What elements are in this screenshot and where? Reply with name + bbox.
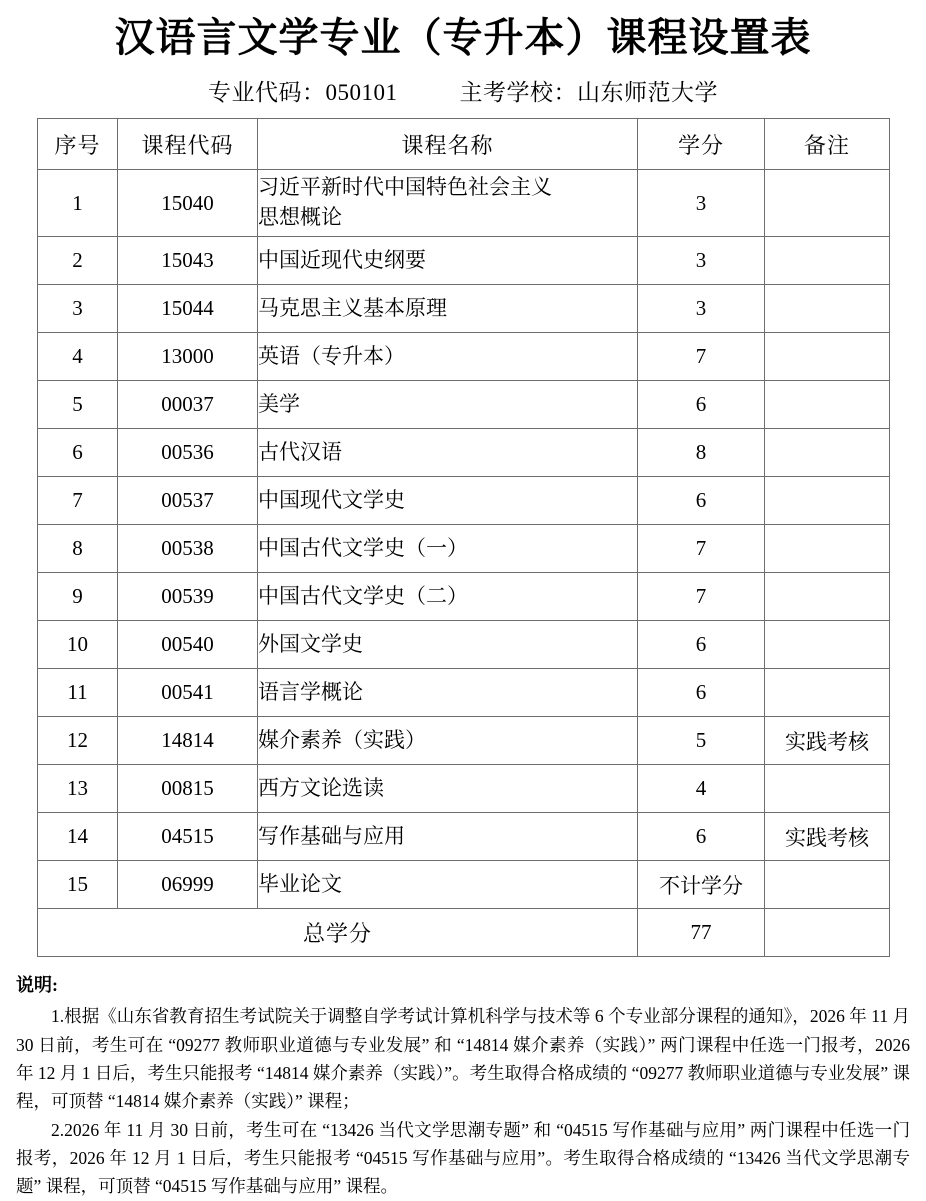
table-row bbox=[38, 429, 890, 477]
table-row bbox=[38, 285, 890, 333]
table-total-row bbox=[38, 909, 890, 957]
cell-code: 00540 bbox=[118, 621, 258, 669]
cell-name: 中国现代文学史 bbox=[258, 477, 638, 525]
host-school-label: 主考学校：山东师范大学 bbox=[459, 80, 718, 105]
table-row bbox=[38, 813, 890, 861]
table-row bbox=[38, 525, 890, 573]
cell-code: 00815 bbox=[118, 765, 258, 813]
table-row bbox=[38, 573, 890, 621]
cell-credit: 6 bbox=[638, 669, 765, 717]
cell-credit: 7 bbox=[638, 333, 765, 381]
cell-code: 04515 bbox=[118, 813, 258, 861]
cell-note bbox=[765, 237, 890, 285]
cell-credit: 3 bbox=[638, 170, 765, 237]
cell-code: 06999 bbox=[118, 861, 258, 909]
table-row bbox=[38, 381, 890, 429]
cell-credit: 7 bbox=[638, 525, 765, 573]
cell-no: 13 bbox=[38, 765, 118, 813]
cell-credit: 6 bbox=[638, 477, 765, 525]
table-header-row bbox=[38, 119, 890, 170]
cell-credit: 3 bbox=[638, 285, 765, 333]
cell-credit: 5 bbox=[638, 717, 765, 765]
total-credits-note bbox=[765, 909, 890, 957]
cell-name: 英语（专升本） bbox=[258, 333, 638, 381]
cell-code: 00541 bbox=[118, 669, 258, 717]
cell-code: 15040 bbox=[118, 170, 258, 237]
cell-name: 西方文论选读 bbox=[258, 765, 638, 813]
note-item-2: 2.2026 年 11 月 30 日前，考生可在 “13426 当代文学思潮专题” 和 “04515 写作基础与应用” 两门课程中任选一门报考，2026 年 12 月 1 日后，考生只能报考 “04515 写作基础与应用”。考生取得合格成绩的 “13426 当代文学思潮专题” 课程，可顶替 “04515 写作基础与应用” 课程。 bbox=[16, 1119, 910, 1197]
notes-section bbox=[16, 971, 910, 1201]
cell-no: 3 bbox=[38, 285, 118, 333]
cell-no: 7 bbox=[38, 477, 118, 525]
cell-code: 15043 bbox=[118, 237, 258, 285]
cell-name: 毕业论文 bbox=[258, 861, 638, 909]
cell-code: 14814 bbox=[118, 717, 258, 765]
page-title: 汉语言文学专业（专升本）课程设置表 bbox=[114, 15, 812, 60]
cell-code: 00539 bbox=[118, 573, 258, 621]
cell-no: 5 bbox=[38, 381, 118, 429]
cell-note bbox=[765, 573, 890, 621]
course-table-wrapper bbox=[37, 118, 889, 957]
cell-name: 中国古代文学史（二） bbox=[258, 573, 638, 621]
cell-no: 4 bbox=[38, 333, 118, 381]
cell-no: 8 bbox=[38, 525, 118, 573]
cell-code: 00037 bbox=[118, 381, 258, 429]
cell-name: 中国古代文学史（一） bbox=[258, 525, 638, 573]
cell-note bbox=[765, 669, 890, 717]
cell-name-line2: 思想概论 bbox=[258, 205, 342, 229]
column-header-code: 课程代码 bbox=[118, 119, 258, 170]
cell-no: 15 bbox=[38, 861, 118, 909]
cell-name bbox=[258, 170, 638, 237]
cell-credit: 4 bbox=[638, 765, 765, 813]
table-row bbox=[38, 669, 890, 717]
major-code-label: 专业代码：050101 bbox=[208, 80, 398, 105]
cell-note bbox=[765, 621, 890, 669]
cell-credit: 3 bbox=[638, 237, 765, 285]
cell-name: 写作基础与应用 bbox=[258, 813, 638, 861]
document-subtitle bbox=[0, 74, 926, 107]
cell-name: 中国近现代史纲要 bbox=[258, 237, 638, 285]
cell-name: 媒介素养（实践） bbox=[258, 717, 638, 765]
course-table bbox=[37, 118, 890, 957]
cell-credit: 不计学分 bbox=[638, 861, 765, 909]
table-row bbox=[38, 170, 890, 237]
cell-no: 10 bbox=[38, 621, 118, 669]
cell-no: 9 bbox=[38, 573, 118, 621]
cell-note bbox=[765, 861, 890, 909]
cell-name: 马克思主义基本原理 bbox=[258, 285, 638, 333]
cell-name: 古代汉语 bbox=[258, 429, 638, 477]
column-header-no: 序号 bbox=[38, 119, 118, 170]
cell-name-line1: 习近平新时代中国特色社会主义 bbox=[258, 175, 552, 200]
total-credits-label: 总学分 bbox=[38, 909, 638, 957]
cell-note: 实践考核 bbox=[765, 813, 890, 861]
note-item-1: 1.根据《山东省教育招生考试院关于调整自学考试计算机科学与技术等 6 个专业部分课程的通知》，2026 年 11 月 30 日前，考生可在 “09277 教师职业道德与专业发展” 和 “14814 媒介素养（实践）” 两门课程中任选一门报考，2026 年 12 月 1 日后，考生只能报考 “14814 媒介素养（实践）”。考生取得合格成绩的 “09277 教师职业道德与专业发展” 课程，可顶替 “14814 媒介素养（实践）” 课程； bbox=[16, 1006, 910, 1112]
cell-code: 00537 bbox=[118, 477, 258, 525]
cell-note bbox=[765, 170, 890, 237]
cell-note bbox=[765, 765, 890, 813]
cell-credit: 6 bbox=[638, 813, 765, 861]
cell-note bbox=[765, 333, 890, 381]
cell-name: 外国文学史 bbox=[258, 621, 638, 669]
cell-no: 11 bbox=[38, 669, 118, 717]
cell-name: 美学 bbox=[258, 381, 638, 429]
cell-credit: 7 bbox=[638, 573, 765, 621]
notes-heading: 说明: bbox=[16, 975, 58, 995]
total-credits-value: 77 bbox=[638, 909, 765, 957]
column-header-name: 课程名称 bbox=[258, 119, 638, 170]
cell-code: 13000 bbox=[118, 333, 258, 381]
cell-no: 2 bbox=[38, 237, 118, 285]
column-header-note: 备注 bbox=[765, 119, 890, 170]
table-row bbox=[38, 861, 890, 909]
table-row bbox=[38, 621, 890, 669]
table-row bbox=[38, 333, 890, 381]
column-header-credit: 学分 bbox=[638, 119, 765, 170]
cell-note bbox=[765, 477, 890, 525]
cell-no: 6 bbox=[38, 429, 118, 477]
table-row bbox=[38, 477, 890, 525]
cell-code: 15044 bbox=[118, 285, 258, 333]
table-row bbox=[38, 237, 890, 285]
cell-credit: 6 bbox=[638, 621, 765, 669]
cell-note bbox=[765, 285, 890, 333]
table-row bbox=[38, 765, 890, 813]
cell-no: 12 bbox=[38, 717, 118, 765]
cell-code: 00536 bbox=[118, 429, 258, 477]
cell-code: 00538 bbox=[118, 525, 258, 573]
cell-credit: 6 bbox=[638, 381, 765, 429]
cell-no: 14 bbox=[38, 813, 118, 861]
cell-note: 实践考核 bbox=[765, 717, 890, 765]
cell-note bbox=[765, 429, 890, 477]
cell-no: 1 bbox=[38, 170, 118, 237]
cell-name: 语言学概论 bbox=[258, 669, 638, 717]
cell-note bbox=[765, 525, 890, 573]
cell-credit: 8 bbox=[638, 429, 765, 477]
cell-note bbox=[765, 381, 890, 429]
table-row bbox=[38, 717, 890, 765]
